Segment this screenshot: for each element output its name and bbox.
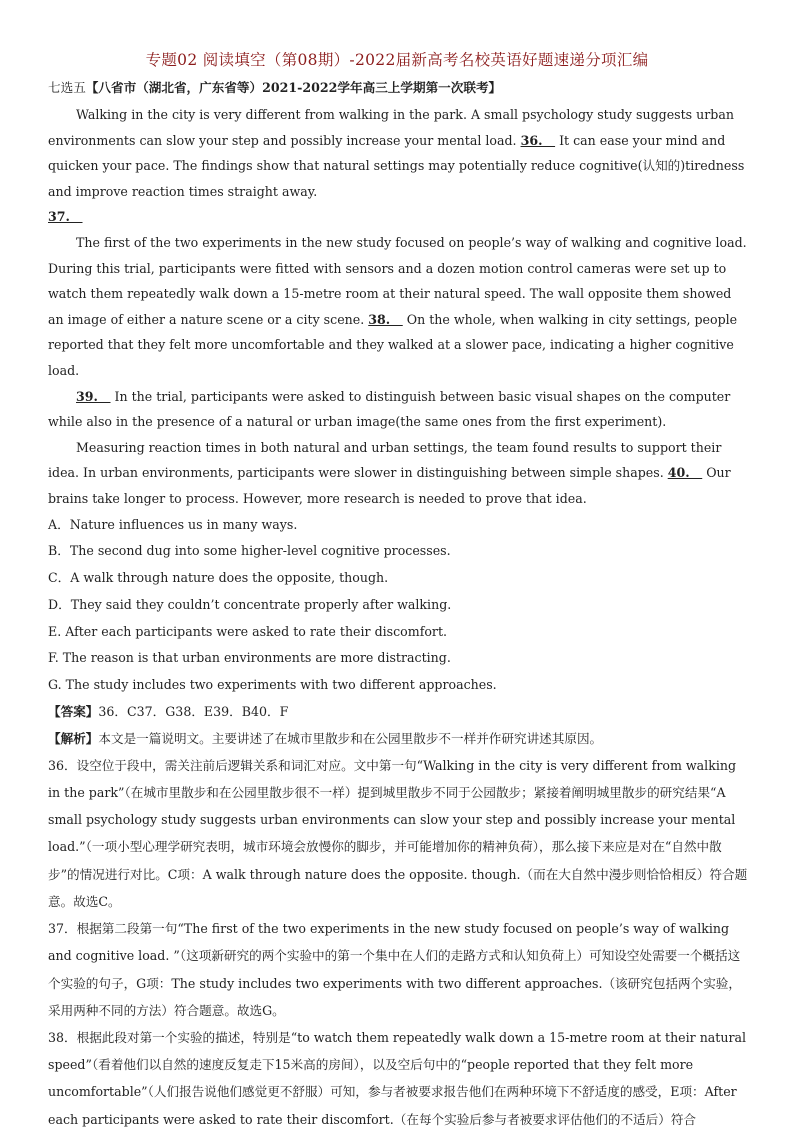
option-c: C．A walk through nature does the opposite, though. <box>48 570 389 586</box>
blank-37: 37. <box>48 209 83 225</box>
passage-paragraph-4 <box>48 435 748 512</box>
paragraph-text: It can ease your mind and quicken your pace. The findings show that natural settings may potentially reduce cognitive(认知的)tiredness and improve reaction times straight away. <box>48 132 745 199</box>
option-g: G. The study includes two experiments with two different approaches. <box>48 677 497 693</box>
passage-paragraph-2 <box>48 230 748 384</box>
paragraph-text: Measuring reaction times in both natural and urban settings, the team found results to support their idea. In urban environments, participants were slower in distinguishing between simple shapes. <box>48 439 722 481</box>
paragraph-text: On the whole, when walking in city settings, people reported that they felt more uncomfortable and they walked at a slower pace, indicating a higher cognitive load. <box>48 311 738 378</box>
option-f: F. The reason is that urban environments are more distracting. <box>48 650 451 666</box>
paragraph-text: In the trial, participants were asked to distinguish between basic visual shapes on the computer while also in the presence of a natural or urban image(the same ones from the first experiment). <box>48 388 731 430</box>
analysis-q38: 38．根据此段对第一个实验的描述，特别是“to watch them repeatedly walk down a 15-metre room at their natural speed”（看着他们以自然的速度反复走下15米高的房间），以及空后句中的“people reported that they felt more uncomfortable”（人们报告说他们感觉更不舒服）可知，参与者被要求报告他们在两种环境下不舒适度的感受，E项：After each participants were asked to rate their discomfort.（在每个实验后参与者被要求评估他们的不适后）符合 <box>48 1029 747 1127</box>
passage-paragraph-3 <box>48 384 748 435</box>
blank-39: 39. <box>76 388 111 404</box>
paragraph-text: Walking in the city is very different from walking in the park. A small psychology study suggests urban environments can slow your step and possibly increase your mental load. <box>48 107 734 148</box>
analysis-intro-text: 本文是一篇说明文。主要讲述了在城市里散步和在公园里散步不一样并作研究讲述其原因。 <box>98 730 603 746</box>
blank-36: 36. <box>520 132 556 148</box>
analysis-intro <box>48 725 748 752</box>
analysis-label: 【解析】 <box>48 730 99 746</box>
passage-paragraph-1 <box>48 102 748 230</box>
answer-line <box>48 699 748 725</box>
option-b: B．The second dug into some higher-level cognitive processes. <box>48 543 451 559</box>
document-body <box>48 78 748 1133</box>
option-e: E. After each participants were asked to rate their discomfort. <box>48 623 448 639</box>
paragraph-text: Our brains take longer to process. However, more research is needed to prove that idea. <box>48 465 731 506</box>
section-type: 七选五 <box>48 80 86 95</box>
answer-text: 36．C37．G38．E39．B40．F <box>98 704 289 720</box>
option-a: A．Nature influences us in many ways. <box>48 516 298 532</box>
analysis-q37: 37．根据第二段第一句“The first of the two experiments in the new study focused on people’s way of walking and cognitive load. ”（这项新研究的两个实验中的第一个集中在人们的走路方式和认知负荷上）可知设空处需要一个概括这个实验的句子，G项：The study includes two experiments with two different approaches.（该研究包括两个实验，采用两种不同的方法）符合题意。故选G。 <box>48 921 741 1018</box>
blank-38: 38. <box>368 311 403 327</box>
answer-label: 【答案】 <box>48 704 99 720</box>
paragraph-text: The first of the two experiments in the new study focused on people’s way of walking and cognitive load. During this trial, participants were fitted with sensors and a dozen motion control cameras were set up to watch them repeatedly walk down a 15-metre room at their natural speed. The wall opposite them showed an image of either a nature scene or a city scene. <box>48 234 747 327</box>
blank-40: 40. <box>667 465 703 481</box>
option-d: D．They said they couldn’t concentrate properly after walking. <box>48 596 452 612</box>
document-title: 专题02 阅读填空（第08期）-2022届新高考名校英语好题速递分项汇编 <box>145 51 649 69</box>
exam-source: 【八省市（湖北省，广东省等）2021-2022学年高三上学期第一次联考】 <box>85 80 502 95</box>
analysis-q36: 36．设空位于段中，需关注前后逻辑关系和词汇对应。文中第一句“Walking in the city is very different from walking in the park”（在城市里散步和在公园里散步很不一样）提到城里散步不同于公园散步；紧接着阐明城里散步的研究结果“A small psychology study suggests urban environments can slow your step and possibly increase your mental load.”（一项小型心理学研究表明，城市环境会放慢你的脚步，并可能增加你的精神负荷），那么接下来应是对在“自然中散步”的情况进行对比。C项：A walk through nature does the opposite. though.（而在大自然中漫步则恰恰相反）符合题意。故选C。 <box>48 757 748 909</box>
source-heading <box>48 78 748 98</box>
